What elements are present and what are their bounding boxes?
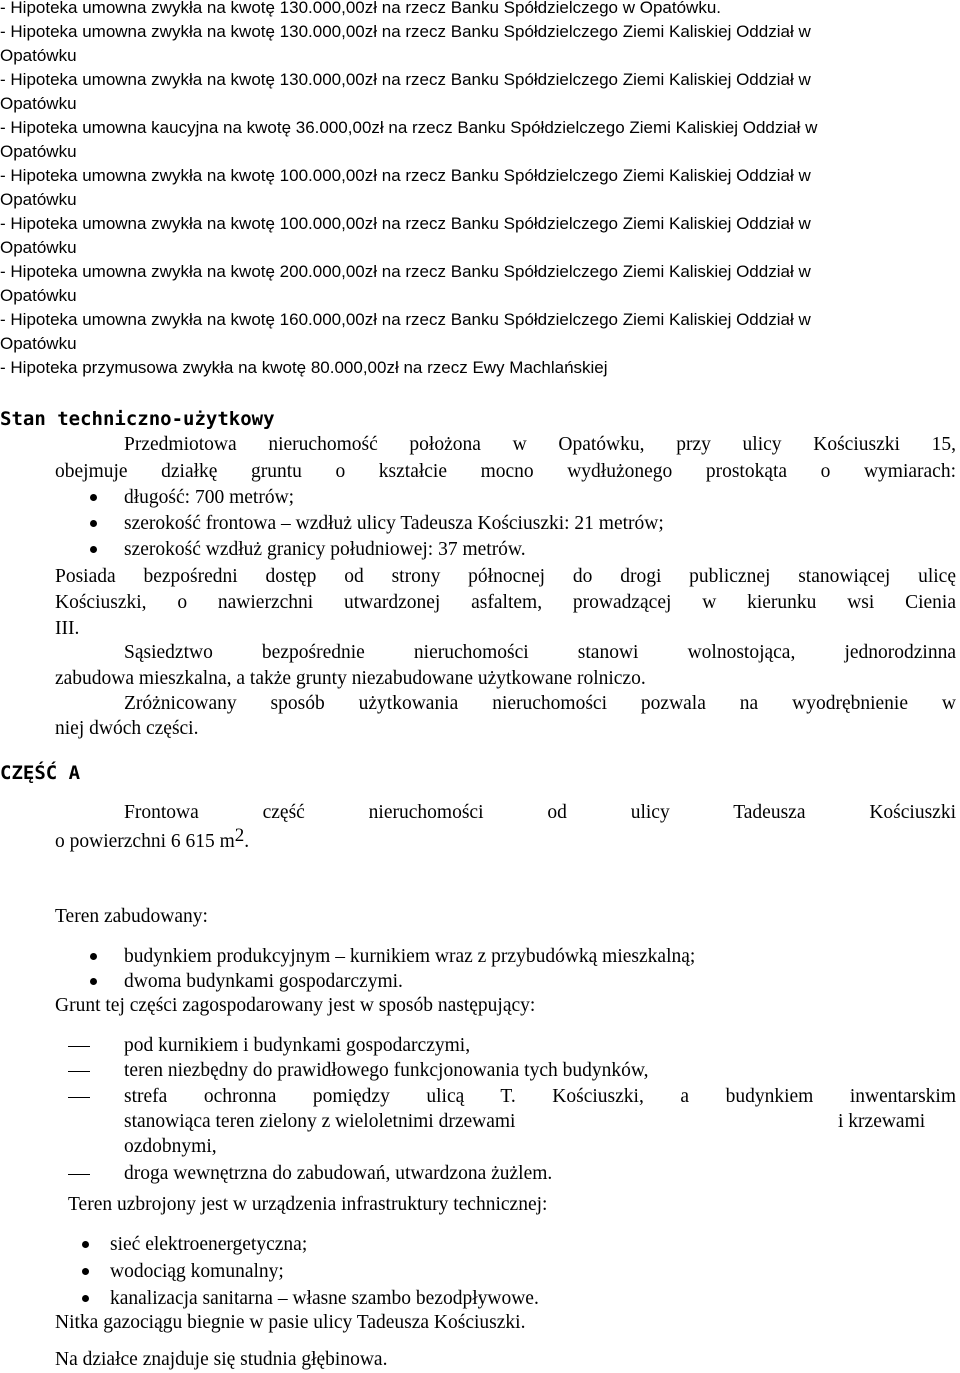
list-item: kanalizacja sanitarna – własne szambo bezodpływowe.	[110, 1288, 539, 1309]
mortgage-line: Opatówku	[0, 142, 77, 161]
mortgage-line: - Hipoteka umowna zwykła na kwotę 130.000,00zł na rzecz Banku Spółdzielczego Ziemi Kaliskiej Oddział w	[0, 70, 811, 89]
part-heading: CZĘŚĆ A	[0, 762, 81, 784]
section-heading: Stan techniczno-użytkowy	[0, 408, 275, 430]
mortgage-line: Opatówku	[0, 46, 77, 65]
bullet	[82, 1241, 89, 1248]
paragraph-line: Przedmiotowa nieruchomość położona w Opatówku, przy ulicy Kościuszki 15,	[124, 434, 956, 455]
dash	[68, 1097, 90, 1098]
mortgage-line: - Hipoteka przymusowa zwykła na kwotę 80.000,00zł na rzecz Ewy Machlańskiej	[0, 358, 608, 377]
bullet	[90, 520, 97, 527]
paragraph-line: zabudowa mieszkalna, a także grunty niezabudowane użytkowane rolniczo.	[55, 668, 646, 689]
paragraph-line: Nitka gazociągu biegnie w pasie ulicy Tadeusza Kościuszki.	[55, 1312, 526, 1333]
list-item-continued: i krzewami	[838, 1111, 926, 1132]
paragraph-line: niej dwóch części.	[55, 718, 199, 739]
mortgage-line: - Hipoteka umowna kaucyjna na kwotę 36.000,00zł na rzecz Banku Spółdzielczego Ziemi Kaliskiej Oddział w	[0, 118, 818, 137]
paragraph-line: III.	[55, 618, 80, 639]
mortgage-line: Opatówku	[0, 238, 77, 257]
list-item: szerokość wzdłuż granicy południowej: 37 metrów.	[124, 539, 526, 560]
list-item: droga wewnętrzna do zabudowań, utwardzona żużlem.	[124, 1163, 553, 1184]
bullet	[82, 1268, 89, 1275]
bullet	[82, 1295, 89, 1302]
list-item-continued: stanowiąca teren zielony z wieloletnimi drzewami	[124, 1111, 516, 1132]
bullet	[90, 494, 97, 501]
dash	[68, 1174, 90, 1175]
infra-label: Teren uzbrojony jest w urządzenia infrastruktury technicznej:	[68, 1194, 548, 1215]
paragraph-line: Kościuszki, o nawierzchni utwardzonej asfaltem, prowadzącej w kierunku wsi Cienia	[55, 592, 956, 613]
list-item: pod kurnikiem i budynkami gospodarczymi,	[124, 1035, 471, 1056]
land-label: Grunt tej części zagospodarowany jest w sposób następujący:	[55, 995, 536, 1016]
list-item: szerokość frontowa – wzdłuż ulicy Tadeusza Kościuszki: 21 metrów;	[124, 513, 664, 534]
bullet	[90, 546, 97, 553]
mortgage-line: Opatówku	[0, 190, 77, 209]
paragraph-line: Sąsiedztwo bezpośrednie nieruchomości stanowi wolnostojąca, jednorodzinna	[124, 642, 956, 663]
bullet	[90, 953, 97, 960]
bullet	[90, 978, 97, 985]
list-item: wodociąg komunalny;	[110, 1261, 284, 1282]
dash	[68, 1071, 90, 1072]
mortgage-line: - Hipoteka umowna zwykła na kwotę 160.000,00zł na rzecz Banku Spółdzielczego Ziemi Kaliskiej Oddział w	[0, 310, 811, 329]
list-item: teren niezbędny do prawidłowego funkcjonowania tych budynków,	[124, 1060, 649, 1081]
mortgage-line: Opatówku	[0, 286, 77, 305]
mortgage-line: Opatówku	[0, 94, 77, 113]
mortgage-line: - Hipoteka umowna zwykła na kwotę 100.000,00zł na rzecz Banku Spółdzielczego Ziemi Kaliskiej Oddział w	[0, 214, 811, 233]
area-period: .	[244, 831, 250, 852]
list-item: sieć elektroenergetyczna;	[110, 1234, 308, 1255]
mortgage-line: - Hipoteka umowna zwykła na kwotę 200.000,00zł na rzecz Banku Spółdzielczego Ziemi Kaliskiej Oddział w	[0, 262, 811, 281]
mortgage-line: - Hipoteka umowna zwykła na kwotę 130.000,00zł na rzecz Banku Spółdzielczego Ziemi Kaliskiej Oddział w	[0, 22, 811, 41]
area-superscript: 2	[234, 825, 245, 846]
list-item: długość: 700 metrów;	[124, 487, 295, 508]
list-item: dwoma budynkami gospodarczymi.	[124, 971, 403, 992]
built-label: Teren zabudowany:	[55, 906, 208, 927]
paragraph-line: Frontowa część nieruchomości od ulicy Tadeusza Kościuszki	[124, 802, 956, 823]
paragraph-line: obejmuje działkę gruntu o kształcie mocno wydłużonego prostokąta o wymiarach:	[55, 461, 956, 482]
paragraph-line: Zróżnicowany sposób użytkowania nieruchomości pozwala na wyodrębnienie w	[124, 693, 956, 714]
area-text: o powierzchni 6 615 m	[55, 831, 235, 852]
mortgage-line: - Hipoteka umowna zwykła na kwotę 130.000,00zł na rzecz Banku Spółdzielczego w Opatówku.	[0, 0, 721, 17]
list-item-continued: ozdobnymi,	[124, 1136, 217, 1157]
list-item: budynkiem produkcyjnym – kurnikiem wraz z przybudówką mieszkalną;	[124, 946, 696, 967]
mortgage-line: Opatówku	[0, 334, 77, 353]
paragraph-line: Posiada bezpośredni dostęp od strony północnej do drogi publicznej stanowiącej ulicę	[55, 566, 956, 587]
list-item: strefa ochronna pomiędzy ulicą T. Kościuszki, a budynkiem inwentarskim	[124, 1086, 956, 1107]
mortgage-line: - Hipoteka umowna zwykła na kwotę 100.000,00zł na rzecz Banku Spółdzielczego Ziemi Kaliskiej Oddział w	[0, 166, 811, 185]
paragraph-line: Na działce znajduje się studnia głębinowa.	[55, 1349, 388, 1370]
paragraph-line	[55, 825, 250, 854]
dash	[68, 1046, 90, 1047]
